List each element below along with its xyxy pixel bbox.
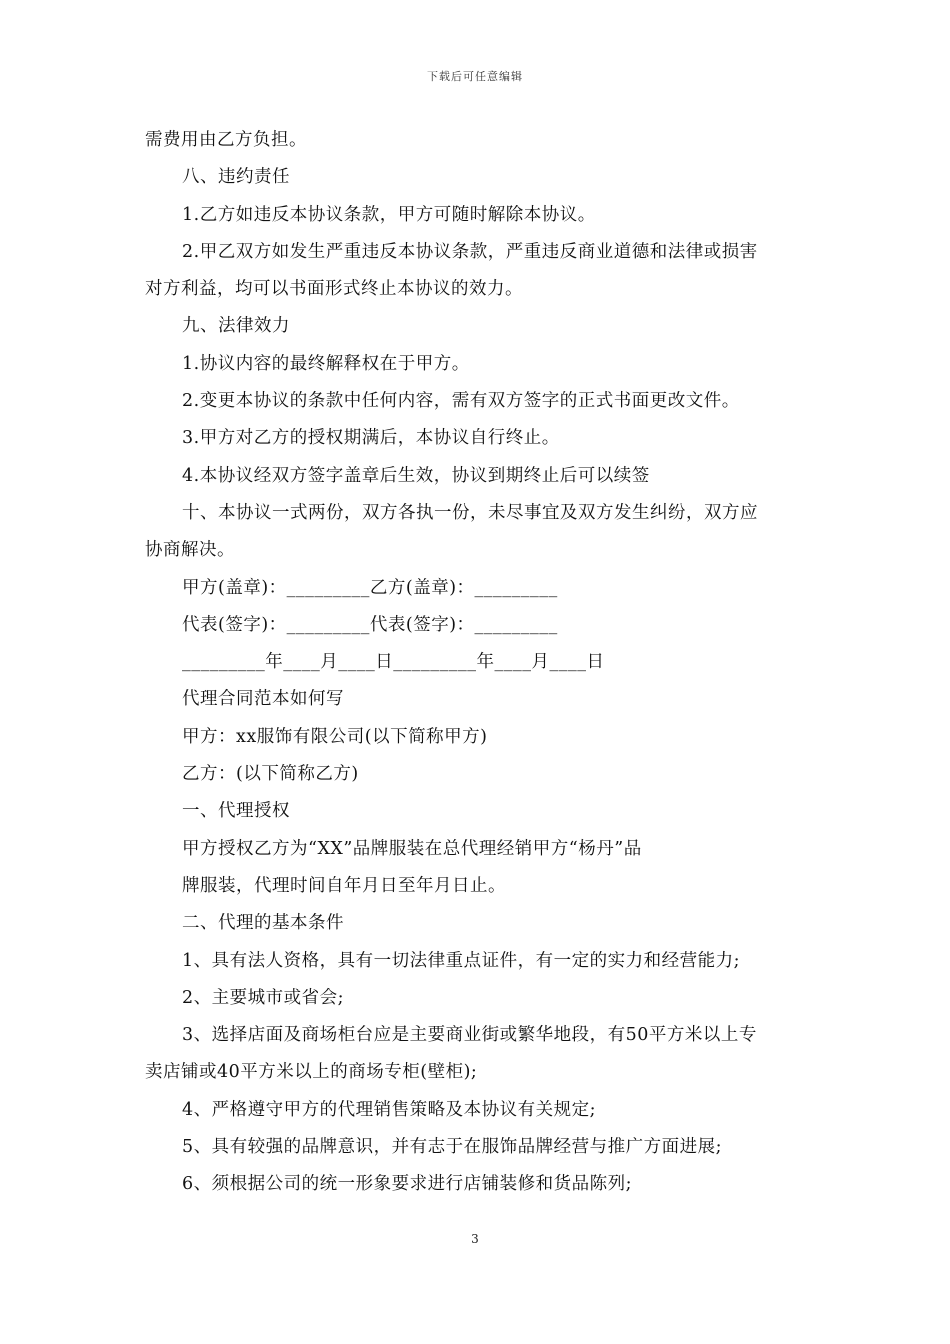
section-title: 代理合同范本如何写 bbox=[182, 689, 344, 710]
page-number: 3 bbox=[471, 1232, 479, 1246]
section-heading: 八、违约责任 bbox=[182, 167, 290, 188]
text-line: 牌服装，代理时间自年月日至年月日止。 bbox=[182, 875, 506, 896]
signature-line: 代表(签字)：_________代表(签字)：_________ bbox=[182, 614, 558, 635]
text-line: 4.本协议经双方签字盖章后生效，协议到期终止后可以续签 bbox=[182, 465, 650, 486]
text-line: 对方利益，均可以书面形式终止本协议的效力。 bbox=[145, 279, 523, 300]
text-line: 6、须根据公司的统一形象要求进行店铺装修和货品陈列; bbox=[182, 1174, 633, 1195]
text-line: 1、具有法人资格，具有一切法律重点证件，有一定的实力和经营能力; bbox=[182, 950, 741, 971]
text-line: 1.协议内容的最终解释权在于甲方。 bbox=[182, 353, 470, 374]
text-line: 2.变更本协议的条款中任何内容，需有双方签字的正式书面更改文件。 bbox=[182, 391, 740, 412]
signature-line: 甲方(盖章)：_________乙方(盖章)：_________ bbox=[182, 577, 558, 598]
text-line: 2、主要城市或省会; bbox=[182, 987, 345, 1008]
section-heading: 一、代理授权 bbox=[182, 801, 290, 822]
text-line: 十、本协议一式两份，双方各执一份，未尽事宜及双方发生纠纷，双方应 bbox=[182, 502, 758, 523]
section-heading: 二、代理的基本条件 bbox=[182, 913, 344, 934]
text-line: 5、具有较强的品牌意识，并有志于在服饰品牌经营与推广方面进展; bbox=[182, 1137, 723, 1158]
text-line: 2.甲乙双方如发生严重违反本协议条款，严重违反商业道德和法律或损害 bbox=[182, 241, 758, 262]
date-line: _________年____月____日_________年____月____日 bbox=[182, 652, 605, 673]
text-line: 卖店铺或40平方米以上的商场专柜(壁柜); bbox=[145, 1062, 478, 1083]
text-line: 1.乙方如违反本协议条款，甲方可随时解除本协议。 bbox=[182, 204, 596, 225]
party-a-line: 甲方：xx服饰有限公司(以下简称甲方) bbox=[182, 726, 488, 747]
party-b-line: 乙方：(以下简称乙方) bbox=[182, 764, 359, 785]
text-line: 甲方授权乙方为“XX”品牌服装在总代理经销甲方“杨丹”品 bbox=[182, 838, 642, 859]
document-body bbox=[145, 122, 810, 1204]
text-line: 3.甲方对乙方的授权期满后，本协议自行终止。 bbox=[182, 428, 560, 449]
section-heading: 九、法律效力 bbox=[182, 316, 290, 337]
text-line: 协商解决。 bbox=[145, 540, 235, 561]
text-line: 4、严格遵守甲方的代理销售策略及本协议有关规定; bbox=[182, 1099, 597, 1120]
text-line: 3、选择店面及商场柜台应是主要商业街或繁华地段，有50平方米以上专 bbox=[182, 1025, 757, 1046]
header-note: 下载后可任意编辑 bbox=[427, 70, 523, 83]
text-line: 需费用由乙方负担。 bbox=[145, 130, 307, 150]
